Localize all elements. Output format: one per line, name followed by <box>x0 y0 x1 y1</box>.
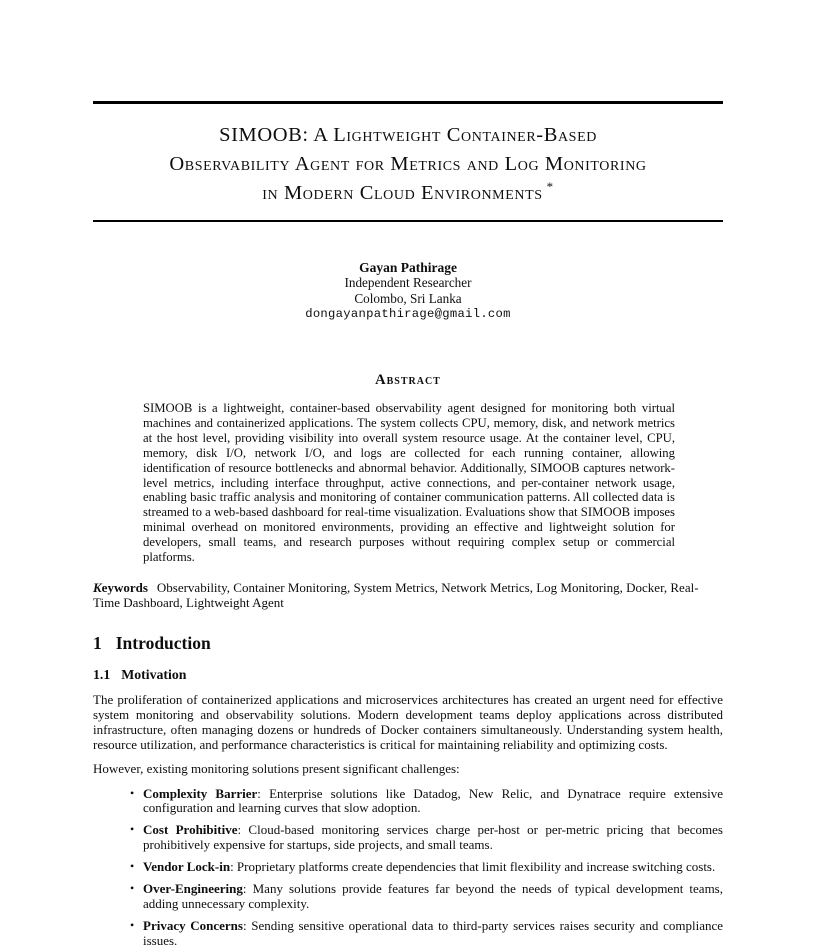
list-item-label: Over-Engineering <box>143 881 243 897</box>
subsection-title: Motivation <box>121 666 187 682</box>
author-affiliation: Independent Researcher <box>344 275 472 291</box>
list-item-label: Complexity Barrier <box>143 785 258 801</box>
section-heading-introduction <box>93 633 723 654</box>
bullet-icon: • <box>130 859 135 874</box>
list-item-label: Privacy Concerns <box>143 917 243 933</box>
list-item-cost-prohibitive <box>130 822 723 853</box>
paper-title-line-2: Observability Agent for Metrics and Log Monitoring <box>169 152 647 175</box>
motivation-paragraph-1: The proliferation of containerized applications and microservices architectures has created an urgent need for effective system monitoring and observability solutions. Modern development teams deploy applications across distributed infrastructure, often managing dozens or hundreds of Docker containers simultaneously. Understanding system health, resource utilization, and performance characteristics is critical for maintaining reliability and optimizing costs. <box>93 691 723 752</box>
paper-content-column <box>0 101 817 947</box>
list-item-over-engineering <box>130 881 723 912</box>
list-item-label: Vendor Lock-in <box>143 859 231 875</box>
author-location: Colombo, Sri Lanka <box>354 290 462 306</box>
paper-title-line-3-text: in Modern Cloud Environments <box>262 181 543 204</box>
subsection-number: 1.1 <box>93 666 111 682</box>
bullet-icon: • <box>130 822 135 837</box>
title-rule-bottom <box>93 220 723 223</box>
list-item-text: : Sending sensitive operational data to third-party services raises security and compliance issues. <box>143 917 723 947</box>
list-item-complexity-barrier <box>130 785 723 817</box>
subsection-heading-motivation <box>93 667 723 683</box>
abstract-text: SIMOOB is a lightweight, container-based observability agent designed for monitoring both virtual machines and containerized applications. The system collects CPU, memory, disk, and network metrics at the host level, providing visibility into overall system resource usage. At the container level, CPU, memory, disk I/O, network I/O, and logs are collected for each running container, allowing identification of resource bottlenecks and abnormal behavior. Additionally, SIMOOB captures network-level metrics, including interface throughput, active connections, and per-container network usage, enabling basic traffic analysis and monitoring of container communication patterns. All collected data is streamed to a web-based dashboard for real-time visualization. Evaluations show that SIMOOB imposes minimal overhead on monitored environments, providing an effective and lightweight solution for developers, small teams, and research purposes without requiring complex setup or commercial platforms. <box>143 401 675 565</box>
bullet-icon: • <box>130 881 135 896</box>
list-item-label: Cost Prohibitive <box>143 822 238 838</box>
paper-title-line-3 <box>93 179 723 208</box>
bullet-icon: • <box>130 917 135 932</box>
paper-title <box>93 121 723 208</box>
title-rule-top <box>93 101 723 104</box>
abstract-heading: Abstract <box>375 372 441 388</box>
motivation-paragraph-2: However, existing monitoring solutions present significant challenges: <box>93 760 460 776</box>
section-number: 1 <box>93 632 102 653</box>
challenges-list <box>130 785 723 947</box>
keywords-label: eywords <box>101 579 148 595</box>
list-item-text: : Enterprise solutions like Datadog, New Relic, and Dynatrace require extensive configuration and learning curves that slow adoption. <box>143 785 723 816</box>
list-item-privacy-concerns <box>130 917 723 947</box>
list-item-text: : Proprietary platforms create dependencies that limit flexibility and increase switching costs. <box>230 859 716 875</box>
list-item-text: : Cloud-based monitoring services charge per-host or per-metric pricing that becomes prohibitively expensive for startups, side projects, and small teams. <box>143 822 723 853</box>
keywords-line <box>93 580 723 611</box>
title-footnote-marker: * <box>546 178 554 194</box>
list-item-vendor-lock-in <box>130 859 723 875</box>
paper-title-line-1: SIMOOB: A Lightweight Container-Based <box>219 123 597 146</box>
keywords-label-initial: K <box>93 579 102 595</box>
author-name: Gayan Pathirage <box>359 260 457 276</box>
section-title: Introduction <box>115 632 211 653</box>
keywords-text: Observability, Container Monitoring, System Metrics, Network Metrics, Log Monitoring, Docker, Real-Time Dashboard, Lightweight Agent <box>93 579 699 611</box>
author-email: dongayanpathirage@gmail.com <box>305 306 511 321</box>
list-item-text: : Many solutions provide features far beyond the needs of typical development teams, adding unnecessary complexity. <box>143 881 723 911</box>
bullet-icon: • <box>130 785 135 800</box>
author-block <box>93 260 723 322</box>
